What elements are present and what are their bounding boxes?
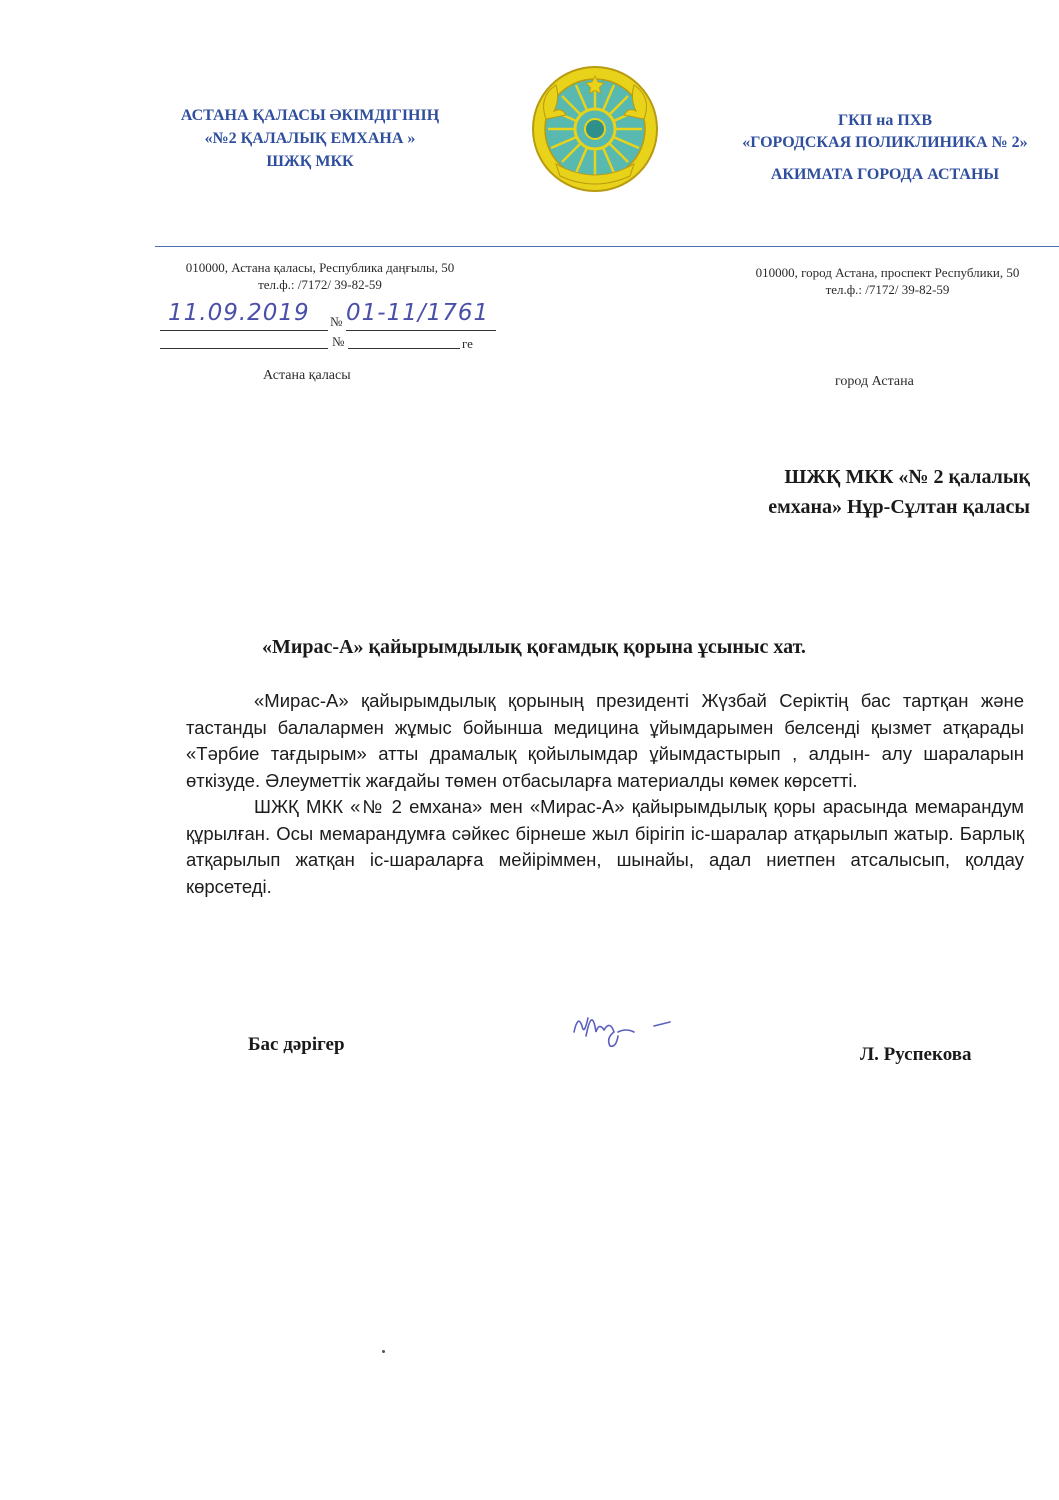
city-left: Астана қаласы [263, 368, 351, 383]
document-title: «Мирас-А» қайырымдылық қоғамдық қорына ұсыныс хат. [262, 636, 806, 658]
address-left-line-1: 010000, Астана қаласы, Республика даңғылы, 50 [185, 260, 455, 275]
addressee [640, 462, 1030, 522]
letter-body [186, 688, 1024, 900]
address-left-line-2: тел.ф.: /7172/ 39-82-59 [258, 277, 382, 292]
header-right-russian [700, 110, 1059, 186]
kazakhstan-state-emblem-icon [526, 64, 664, 194]
registration-reference [160, 334, 505, 356]
header-left-line-2: «№2 ҚАЛАЛЫҚ ЕМХАНА » [204, 130, 416, 147]
signatory-name: Л. Руспекова [860, 1044, 972, 1065]
scan-speck [382, 1350, 385, 1353]
handwritten-signature [560, 1002, 685, 1052]
suffix-label: ге [462, 336, 473, 351]
header-right-line-1: ГКП на ПХВ [837, 112, 933, 129]
header-left-line-3: ШЖҚ МКК [266, 153, 354, 170]
registration-date-number [160, 300, 505, 336]
number-label-2: № [332, 334, 345, 349]
addressee-line-1: ШЖҚ МКК «№ 2 қалалық [784, 466, 1030, 488]
address-right-line-1: 010000, город Астана, проспект Республики, 50 [755, 265, 1020, 280]
body-paragraph-1: «Мирас-А» қайырымдылық қорының президенті Жүзбай Серіктің бас тартқан және тастанды балалармен жұмыс бойынша медицина ұйымдарымен белсенді қызмет атқарады «Тәрбие тағдырым» атты драмалық қойылымдар ұйымдастырып , алдын- алу шараларын өткізуде. Әлеуметтік жағдайы төмен отбасыларға материалды көмек көрсетті. [186, 690, 1024, 791]
addressee-line-2: емхана» Нұр-Сұлтан қаласы [768, 496, 1030, 518]
address-right-line-2: тел.ф.: /7172/ 39-82-59 [825, 282, 950, 297]
header-divider [155, 246, 1059, 247]
header-left-line-1: АСТАНА ҚАЛАСЫ ӘКІМДІГІНІҢ [180, 107, 440, 124]
handwritten-date: 11.09.2019 [168, 300, 310, 326]
header-right-line-2: «ГОРОДСКАЯ ПОЛИКЛИНИКА № 2» [742, 134, 1028, 151]
signatory-role: Бас дәрігер [248, 1034, 345, 1055]
header-left-kazakh [150, 104, 470, 173]
body-paragraph-2: ШЖҚ МКК «№ 2 емхана» мен «Мирас-А» қайырымдылық қоры арасында мемарандум құрылған. Осы мемарандумға сәйкес бірнеше жыл бірігіп іс-шаралар атқарылып жатыр. Барлық атқарылып жатқан іс-шараларға мейіріммен, шынайы, адал ниетпен атсалысып, қолдау көрсетеді. [186, 796, 1024, 897]
number-label: № [330, 314, 343, 329]
handwritten-number: 01-11/1761 [346, 300, 490, 326]
city-right: город Астана [835, 374, 914, 389]
header-right-line-3: АКИМАТА ГОРОДА АСТАНЫ [770, 166, 1000, 183]
address-right [715, 264, 1059, 298]
address-left [150, 259, 490, 293]
